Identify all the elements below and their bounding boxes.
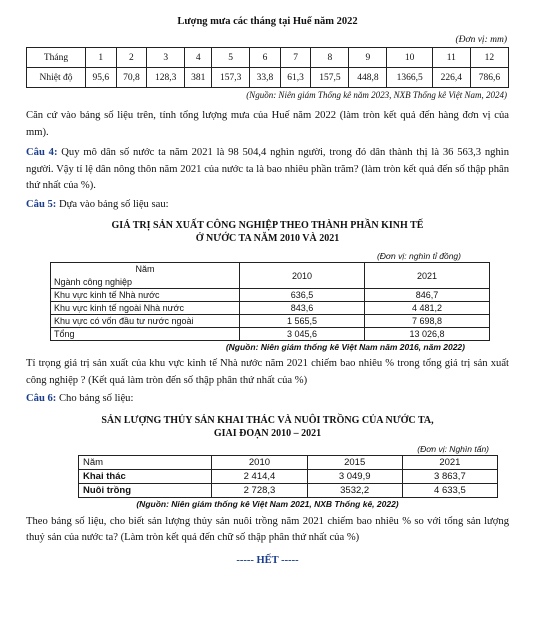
value-cell: 70,8 bbox=[116, 68, 147, 88]
question-4 bbox=[26, 145, 509, 195]
month-cell: 6 bbox=[250, 48, 281, 68]
table2-corner-cell bbox=[51, 263, 240, 289]
table3-year-header: 2015 bbox=[307, 455, 402, 469]
value-cell: 786,6 bbox=[470, 68, 508, 88]
table3-year-header: 2021 bbox=[402, 455, 497, 469]
row-label: Khai thác bbox=[79, 469, 212, 483]
table2-unit: (Đơn vị: nghìn tỉ đồng) bbox=[376, 251, 461, 261]
table-row bbox=[79, 483, 498, 497]
value-cell: 7 698,8 bbox=[365, 315, 490, 328]
table3-title-line2: GIAI ĐOẠN 2010 – 2021 bbox=[213, 427, 322, 439]
table3-year-header: 2010 bbox=[212, 455, 307, 469]
table-row bbox=[51, 315, 490, 328]
table1-header-label: Tháng bbox=[27, 48, 86, 68]
value-cell: 2 414,4 bbox=[212, 469, 307, 483]
table1-source: (Nguồn: Niên giám Thống kê năm 2023, NXB Thống kê Việt Nam, 2024) bbox=[246, 90, 507, 100]
table3-title bbox=[26, 414, 509, 440]
table2-year-header: 2021 bbox=[365, 263, 490, 289]
table-row bbox=[27, 48, 509, 68]
question-6-body: Theo bảng số liệu, cho biết sản lượng thủy sản nuôi trồng năm 2021 chiếm bao nhiêu % so với tổng sản lượng thuỷ sản của nước ta? (Làm tròn kết quả đến chữ số thập phân thứ nhất của %) bbox=[26, 515, 509, 543]
value-cell: 3 863,7 bbox=[402, 469, 497, 483]
table3-unit: (Đơn vị: Nghìn tấn) bbox=[417, 443, 489, 454]
row-label: Tổng bbox=[51, 328, 240, 341]
industry-table bbox=[50, 262, 490, 341]
fishery-table bbox=[78, 455, 498, 498]
value-cell: 33,8 bbox=[250, 68, 281, 88]
month-cell: 11 bbox=[432, 48, 470, 68]
table1-title: Lượng mưa các tháng tại Huế năm 2022 bbox=[177, 16, 358, 27]
table1-unit: (Đơn vị: mm) bbox=[455, 35, 507, 45]
value-cell: 157,3 bbox=[212, 68, 250, 88]
month-cell: 8 bbox=[311, 48, 349, 68]
table3-title-line1: SẢN LƯỢNG THỦY SẢN KHAI THÁC VÀ NUÔI TRỒNG CỦA NƯỚC TA, bbox=[101, 414, 434, 426]
month-cell: 4 bbox=[185, 48, 212, 68]
row-label: Nuôi trồng bbox=[79, 483, 212, 497]
month-cell: 5 bbox=[212, 48, 250, 68]
table-row bbox=[79, 469, 498, 483]
question-5 bbox=[26, 197, 509, 214]
value-cell: 3 045,6 bbox=[240, 328, 365, 341]
table2-source: (Nguồn: Niên giám thống kê Việt Nam năm 2016, năm 2022) bbox=[225, 342, 465, 352]
table2-header-sector: Ngành công nghiệp bbox=[54, 277, 133, 287]
table-row bbox=[27, 68, 509, 88]
table2-year-header: 2010 bbox=[240, 263, 365, 289]
question-5-body: Tỉ trọng giá trị sản xuất của khu vực kinh tế Nhà nước năm 2021 chiếm bao nhiêu % trong tổng giá trị sản xuất công nghiệp ? (Kết quả làm tròn đến số thập phân thứ nhất của %) bbox=[26, 358, 509, 386]
table2-title-line2: Ở NƯỚC TA NĂM 2010 VÀ 2021 bbox=[195, 233, 340, 244]
month-cell: 7 bbox=[280, 48, 311, 68]
intro-question: Căn cứ vào bảng số liệu trên, tính tổng lượng mưa của Huế năm 2022 (làm tròn kết quả đến hàng đơn vị của mm). bbox=[26, 110, 509, 138]
table2-header-year: Năm bbox=[135, 264, 155, 274]
table3-header-label: Năm bbox=[79, 455, 212, 469]
value-cell: 4 481,2 bbox=[365, 302, 490, 315]
row-label: Khu vực kinh tế Nhà nước bbox=[51, 289, 240, 302]
month-cell: 1 bbox=[86, 48, 117, 68]
value-cell: 1 565,5 bbox=[240, 315, 365, 328]
month-cell: 10 bbox=[387, 48, 432, 68]
end-marker: ----- HẾT ----- bbox=[236, 554, 299, 566]
table3-source: (Nguồn: Niên giám thống kê Việt Nam 2021, NXB Thống kê, 2022) bbox=[136, 498, 399, 509]
table-row bbox=[51, 289, 490, 302]
question-6-label: Câu 6: bbox=[26, 393, 57, 404]
value-cell: 95,6 bbox=[86, 68, 117, 88]
question-6 bbox=[26, 391, 509, 408]
value-cell: 2 728,3 bbox=[212, 483, 307, 497]
value-cell: 13 026,8 bbox=[365, 328, 490, 341]
table-row bbox=[51, 328, 490, 341]
value-cell: 846,7 bbox=[365, 289, 490, 302]
question-4-label: Câu 4: bbox=[26, 147, 58, 158]
month-cell: 12 bbox=[470, 48, 508, 68]
value-cell: 157,5 bbox=[311, 68, 349, 88]
month-cell: 2 bbox=[116, 48, 147, 68]
table1-row-label: Nhiệt độ bbox=[27, 68, 86, 88]
table2-title-line1: GIÁ TRỊ SẢN XUẤT CÔNG NGHIỆP THEO THÀNH PHẦN KINH TẾ bbox=[111, 220, 424, 231]
row-label: Khu vực kinh tế ngoài Nhà nước bbox=[51, 302, 240, 315]
table-row bbox=[51, 302, 490, 315]
question-5-text: Dựa vào bảng số liệu sau: bbox=[56, 198, 169, 210]
month-cell: 9 bbox=[349, 48, 387, 68]
question-4-text: Quy mô dân số nước ta năm 2021 là 98 504,4 nghìn người, trong đó dân thành thị là 36 563,3 nghìn người. Vậy tỉ lệ dân nông thôn năm 2021 của nước ta là bao nhiêu phần trăm? (làm tròn kết quả đến số thập phân thứ nhất của %). bbox=[26, 147, 509, 191]
table2-title bbox=[26, 219, 509, 245]
table-row bbox=[51, 263, 490, 289]
value-cell: 843,6 bbox=[240, 302, 365, 315]
rainfall-table bbox=[26, 47, 509, 88]
value-cell: 226,4 bbox=[432, 68, 470, 88]
value-cell: 3532,2 bbox=[307, 483, 402, 497]
question-6-text: Cho bảng số liệu: bbox=[56, 393, 134, 404]
row-label: Khu vực có vốn đầu tư nước ngoài bbox=[51, 315, 240, 328]
question-5-label: Câu 5: bbox=[26, 198, 57, 210]
value-cell: 61,3 bbox=[280, 68, 311, 88]
value-cell: 4 633,5 bbox=[402, 483, 497, 497]
value-cell: 3 049,9 bbox=[307, 469, 402, 483]
value-cell: 636,5 bbox=[240, 289, 365, 302]
value-cell: 381 bbox=[185, 68, 212, 88]
table-row bbox=[79, 455, 498, 469]
month-cell: 3 bbox=[147, 48, 185, 68]
value-cell: 1366,5 bbox=[387, 68, 432, 88]
value-cell: 448,8 bbox=[349, 68, 387, 88]
value-cell: 128,3 bbox=[147, 68, 185, 88]
